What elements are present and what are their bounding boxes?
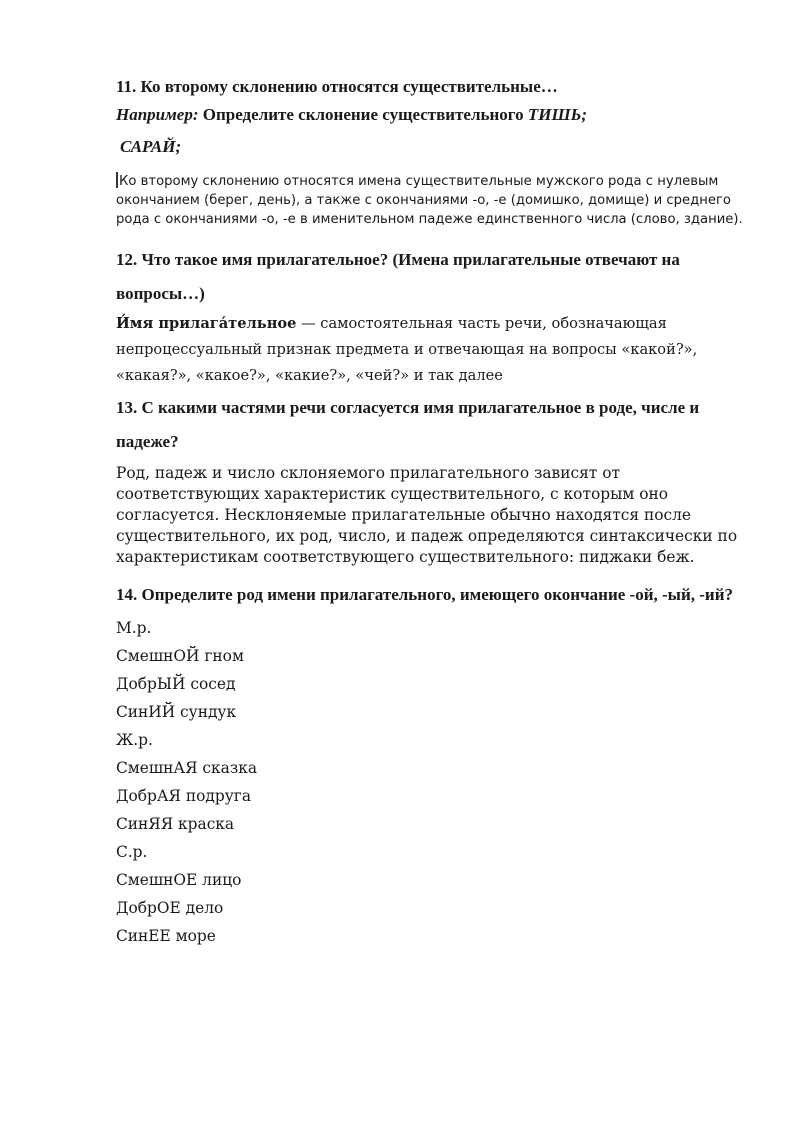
list-item: СинЯЯ краска xyxy=(116,815,235,833)
gender-example-list xyxy=(116,614,756,950)
list-item: М.р. xyxy=(116,619,152,637)
list-item: ДобрОЕ дело xyxy=(116,899,224,917)
list-item: С.р. xyxy=(116,843,148,861)
question-14-title: 14. Определите род имени прилагательного, имеющего окончание -ой, -ый, -ий? xyxy=(116,585,733,604)
list-item: ДобрЫЙ сосед xyxy=(116,675,236,693)
question-13-answer: Род, падеж и число склоняемого прилагательного зависят от соответствующих характеристик существительного, с которым оно согласуется. Несклоняемые прилагательные обычно находятся после существительного, их род, число, и падеж определяются синтаксически по характеристикам соответствующего существительного: пиджаки беж. xyxy=(116,464,738,566)
list-item: Ж.р. xyxy=(116,731,153,749)
list-item: ДобрАЯ подруга xyxy=(116,787,252,805)
example-label: Например: xyxy=(116,105,199,124)
example-text: Определите склонение существительного xyxy=(198,105,528,124)
question-12-title: 12. Что такое имя прилагательное? (Имена прилагательные отвечают на вопросы…) xyxy=(116,250,680,303)
list-item: СмешнОЕ лицо xyxy=(116,871,242,889)
example-word-2: САРАЙ; xyxy=(120,137,182,156)
question-11-example xyxy=(116,98,756,132)
question-13-title: 13. С какими частями речи согласуется имя прилагательное в роде, числе и падеже? xyxy=(116,398,700,451)
definition: — самостоятельная часть речи, обозначающая непроцессуальный признак предмета и отвечающая на вопросы «какой?», «какая?», «какое?», «какие?», «чей?» и так далее xyxy=(116,315,698,384)
document-page xyxy=(116,76,756,950)
list-item: СмешнОЙ гном xyxy=(116,647,244,665)
question-11-answer[interactable] xyxy=(116,172,756,229)
list-item: СинИЙ сундук xyxy=(116,703,237,721)
question-11-title: 11. Ко второму склонению относятся существительные… xyxy=(116,77,558,96)
term: И́мя прилага́тельное xyxy=(116,315,297,332)
question-11-answer-text: Ко второму склонению относятся имена существительные мужского рода с нулевым окончанием (берег, день), а также с окончаниями -о, -е (домишко, домище) и среднего рода с окончаниями -о, -е в именительном падеже единственного числа (слово, здание). xyxy=(116,174,743,227)
question-12-answer xyxy=(116,311,756,389)
example-word-1: ТИШЬ; xyxy=(527,105,588,124)
list-item: СмешнАЯ сказка xyxy=(116,759,258,777)
text-cursor xyxy=(116,172,118,188)
list-item: СинЕЕ море xyxy=(116,927,216,945)
